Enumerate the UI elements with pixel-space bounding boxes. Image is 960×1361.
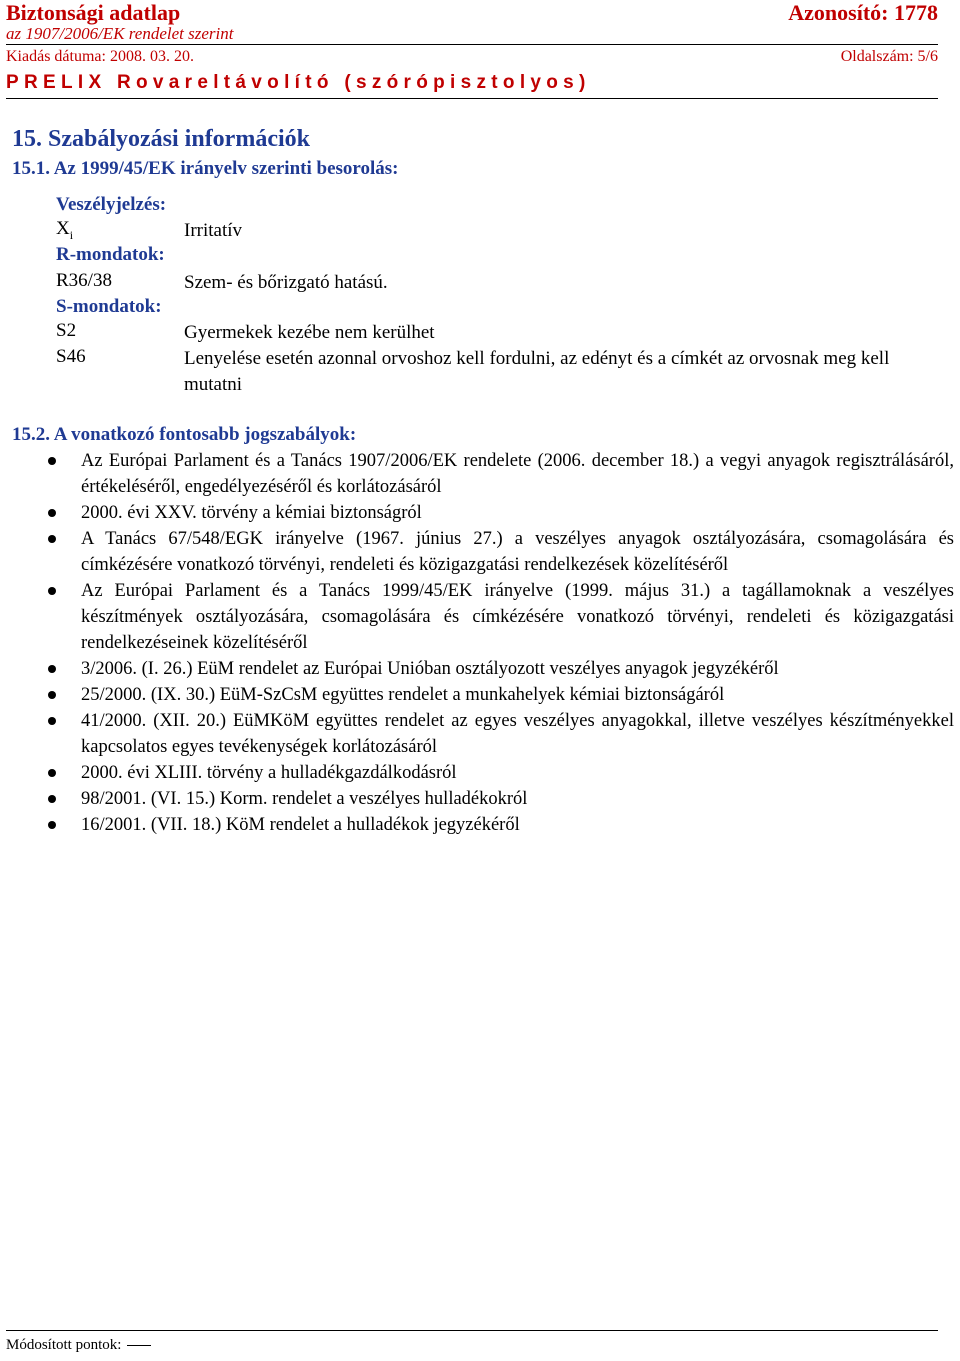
law-text: 2000. évi XXV. törvény a kémiai biztonságról bbox=[81, 503, 422, 523]
list-item bbox=[0, 448, 960, 500]
law-text: Az Európai Parlament és a Tanács 1907/2006/EK rendelete (2006. december 18.) a vegyi anyagok regisztrálásáról, értékeléséről, engedélyezéséről és korlátozásáról bbox=[81, 451, 954, 497]
bullet-icon bbox=[48, 691, 56, 699]
r-phrase-text: Szem- és bőrizgató hatású. bbox=[184, 272, 388, 293]
r-phrases-label: R-mondatok: bbox=[56, 244, 165, 265]
law-text: 2000. évi XLIII. törvény a hulladékgazdálkodásról bbox=[81, 763, 457, 783]
s-phrases-label: S-mondatok: bbox=[56, 296, 162, 317]
header-divider-bottom bbox=[6, 98, 938, 99]
law-text: 98/2001. (VI. 15.) Korm. rendelet a veszélyes hulladékokról bbox=[81, 789, 528, 809]
s46-code: S46 bbox=[56, 346, 86, 367]
list-item bbox=[0, 578, 960, 656]
header-divider bbox=[6, 44, 938, 45]
law-text: 3/2006. (I. 26.) EüM rendelet az Európai Unióban osztályozott veszélyes anyagok jegyzékéről bbox=[81, 659, 779, 679]
dash-icon bbox=[127, 1345, 151, 1346]
document-identifier: Azonosító: 1778 bbox=[788, 0, 938, 25]
section-title: 15. Szabályozási információk bbox=[12, 126, 310, 152]
s2-code: S2 bbox=[56, 320, 77, 341]
bullet-icon bbox=[48, 769, 56, 777]
hazard-code-letter: X bbox=[56, 218, 70, 239]
bullet-icon bbox=[48, 457, 56, 465]
law-text: 16/2001. (VII. 18.) KöM rendelet a hulladékok jegyzékéről bbox=[81, 815, 520, 835]
s46-text: Lenyelése esetén azonnal orvoshoz kell fordulni, az edényt és a címkét az orvosnak meg kell mutatni bbox=[184, 348, 890, 395]
law-text: 25/2000. (IX. 30.) EüM-SzCsM együttes rendelet a munkahelyek kémiai biztonságáról bbox=[81, 685, 725, 705]
subsection-legislation: 15.2. A vonatkozó fontosabb jogszabályok: bbox=[12, 424, 357, 445]
page-number: Oldalszám: 5/6 bbox=[840, 48, 938, 65]
footer-divider bbox=[6, 1330, 938, 1331]
subsection-classification: 15.1. Az 1999/45/EK irányelv szerinti besorolás: bbox=[12, 158, 399, 179]
document-title: Biztonsági adatlap bbox=[6, 0, 181, 25]
s2-text: Gyermekek kezébe nem kerülhet bbox=[184, 322, 435, 343]
legislation-list bbox=[0, 448, 960, 838]
regulation-reference: az 1907/2006/EK rendelet szerint bbox=[6, 24, 234, 43]
list-item bbox=[0, 708, 960, 760]
list-item bbox=[0, 812, 960, 838]
hazard-code bbox=[56, 218, 73, 243]
bullet-icon bbox=[48, 795, 56, 803]
bullet-icon bbox=[48, 535, 56, 543]
bullet-icon bbox=[48, 821, 56, 829]
law-text: A Tanács 67/548/EGK irányelve (1967. június 27.) a veszélyes anyagok osztályozására, csomagolására és címkézésére vonatkozó törvényi, rendeleti és közigazgatási rendelkezések közelítéséről bbox=[81, 529, 954, 575]
hazard-label: Veszélyjelzés: bbox=[56, 194, 167, 215]
product-name: PRELIX Rovareltávolító (szórópisztolyos) bbox=[6, 72, 591, 93]
footer bbox=[6, 1337, 151, 1354]
bullet-icon bbox=[48, 717, 56, 725]
modified-points-label: Módosított pontok: bbox=[6, 1337, 122, 1353]
list-item bbox=[0, 500, 960, 526]
list-item bbox=[0, 656, 960, 682]
issue-date: Kiadás dátuma: 2008. 03. 20. bbox=[6, 48, 194, 65]
law-text: 41/2000. (XII. 20.) EüMKöM együttes rendelet az egyes veszélyes anyagokkal, illetve veszélyes készítményekkel kapcsolatos egyes tevékenységek korlátozásáról bbox=[81, 711, 954, 757]
list-item bbox=[0, 526, 960, 578]
hazard-code-sub: i bbox=[69, 227, 74, 242]
list-item bbox=[0, 682, 960, 708]
list-item bbox=[0, 760, 960, 786]
bullet-icon bbox=[48, 509, 56, 517]
bullet-icon bbox=[48, 587, 56, 595]
law-text: Az Európai Parlament és a Tanács 1999/45/EK irányelve (1999. május 31.) a tagállamoknak a veszélyes készítmények osztályozására, csomagolására és címkézésére vonatkozó törvényi, rendeleti és közigazgatási rendelkezéseinek közelítéséről bbox=[81, 581, 954, 653]
hazard-text: Irritatív bbox=[184, 220, 243, 241]
bullet-icon bbox=[48, 665, 56, 673]
r-phrase-code: R36/38 bbox=[56, 270, 112, 291]
list-item bbox=[0, 786, 960, 812]
